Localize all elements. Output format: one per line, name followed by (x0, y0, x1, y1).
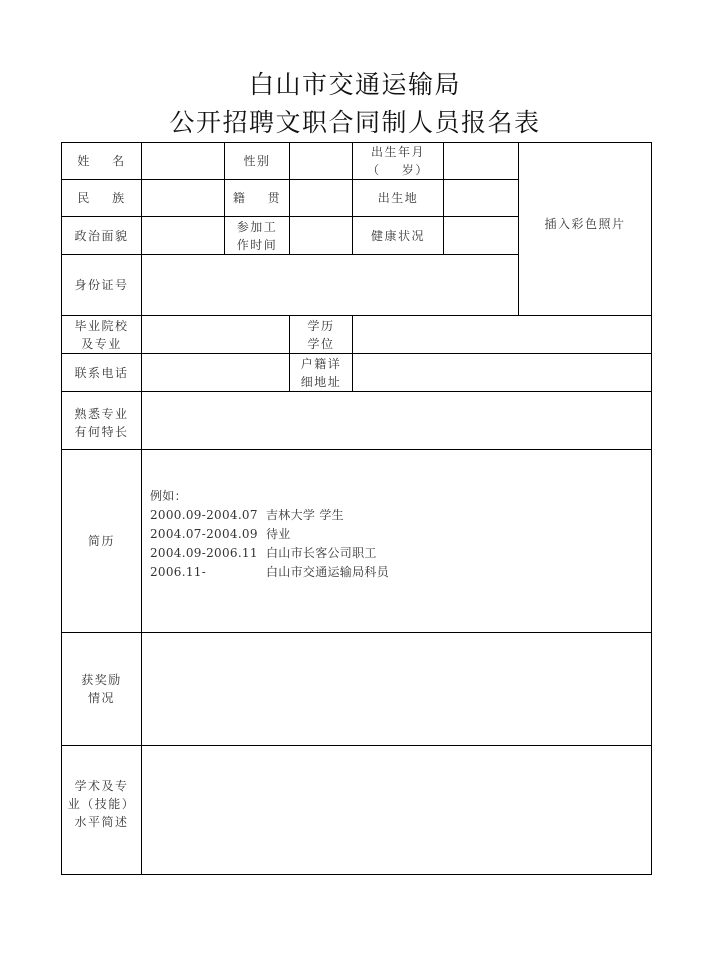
gender-label (224, 142, 290, 180)
resume-entry-desc: 吉林大学 学生 (266, 507, 344, 522)
household-address-label (289, 353, 353, 392)
academic-label (61, 745, 142, 875)
awards-label (61, 632, 142, 746)
awards-label-line1: 获奖励 (81, 673, 122, 687)
school-major-label (61, 315, 142, 354)
resume-label (61, 449, 142, 633)
resume-field[interactable] (141, 449, 652, 633)
gender-field[interactable] (289, 142, 353, 180)
resume-entry (150, 544, 389, 563)
birthplace-label (352, 179, 444, 217)
phone-label (61, 353, 142, 392)
resume-entry-period: 2006.11- (150, 564, 207, 579)
resume-example-label: 例如： (150, 488, 187, 503)
health-field[interactable] (443, 216, 519, 255)
phone-field[interactable] (141, 353, 290, 392)
name-label-text: 姓 名 (77, 154, 126, 168)
household-address-label-line1: 户籍详 (300, 356, 342, 371)
ethnicity-label-text: 民 族 (77, 191, 126, 205)
birth-date-label-line1: 出生年月 (370, 145, 425, 159)
photo-label-text: 插入彩色照片 (544, 217, 626, 231)
birthplace-label-text: 出生地 (377, 191, 419, 205)
name-label (61, 142, 142, 180)
specialty-label-line1: 熟悉专业 (74, 406, 129, 421)
political-status-label (61, 216, 142, 255)
work-start-field[interactable] (289, 216, 353, 255)
resume-label-text: 简历 (87, 534, 115, 548)
resume-entry-desc: 白山市长客公司职工 (266, 545, 377, 560)
native-place-label (224, 179, 290, 217)
specialty-field[interactable] (141, 391, 652, 450)
id-number-label-text: 身份证号 (74, 278, 129, 292)
form-title-line1: 白山市交通运输局 (248, 70, 461, 99)
ethnicity-label (61, 179, 142, 217)
specialty-label-line2: 有何特长 (74, 424, 129, 439)
education-degree-field[interactable] (352, 315, 652, 354)
school-major-label-line2: 及专业 (81, 336, 122, 351)
academic-label-line1: 学术及专 (74, 779, 129, 793)
household-address-label-line2: 细地址 (300, 374, 342, 389)
resume-entry-period: 2000.09-2004.07 (150, 507, 258, 522)
awards-label-line2: 情况 (87, 691, 115, 705)
birth-date-label-line2: （ 岁） (367, 163, 429, 177)
academic-label-line3: 水平简述 (74, 815, 129, 829)
work-start-label-line1: 参加工 (236, 219, 278, 234)
birthplace-field[interactable] (443, 179, 519, 217)
political-status-field[interactable] (141, 216, 225, 255)
education-degree-label-line1: 学历 (307, 318, 335, 333)
awards-field[interactable] (141, 632, 652, 746)
health-label-text: 健康状况 (370, 228, 425, 243)
household-address-field[interactable] (352, 353, 652, 392)
resume-content (150, 487, 389, 582)
phone-label-text: 联系电话 (74, 365, 129, 380)
health-label (352, 216, 444, 255)
birth-date-field[interactable] (443, 142, 519, 180)
resume-entry-desc: 白山市交通运输局科员 (266, 564, 390, 579)
education-degree-label-line2: 学位 (307, 336, 335, 351)
work-start-label-line2: 作时间 (236, 237, 278, 252)
birth-date-label (352, 142, 444, 180)
id-number-label (61, 254, 142, 316)
academic-field[interactable] (141, 745, 652, 875)
resume-entry (150, 506, 389, 525)
ethnicity-field[interactable] (141, 179, 225, 217)
resume-entry-desc: 待业 (266, 526, 291, 541)
gender-label-text: 性别 (243, 154, 271, 168)
id-number-field[interactable] (141, 254, 519, 316)
resume-entry-period: 2004.09-2006.11 (150, 545, 258, 560)
academic-label-line2: 业（技能） (67, 797, 136, 811)
school-major-label-line1: 毕业院校 (74, 318, 129, 333)
native-place-label-text: 籍 贯 (232, 191, 282, 205)
resume-entry-period: 2004.07-2004.09 (150, 526, 258, 541)
native-place-field[interactable] (289, 179, 353, 217)
education-degree-label (289, 315, 353, 354)
specialty-label (61, 391, 142, 450)
school-major-field[interactable] (141, 315, 290, 354)
work-start-label (224, 216, 290, 255)
political-status-label-text: 政治面貌 (74, 228, 129, 243)
resume-entry (150, 563, 389, 582)
resume-entry (150, 525, 389, 544)
form-title-line2: 公开招聘文职合同制人员报名表 (169, 108, 541, 137)
name-field[interactable] (141, 142, 225, 180)
photo-cell[interactable] (518, 142, 652, 316)
